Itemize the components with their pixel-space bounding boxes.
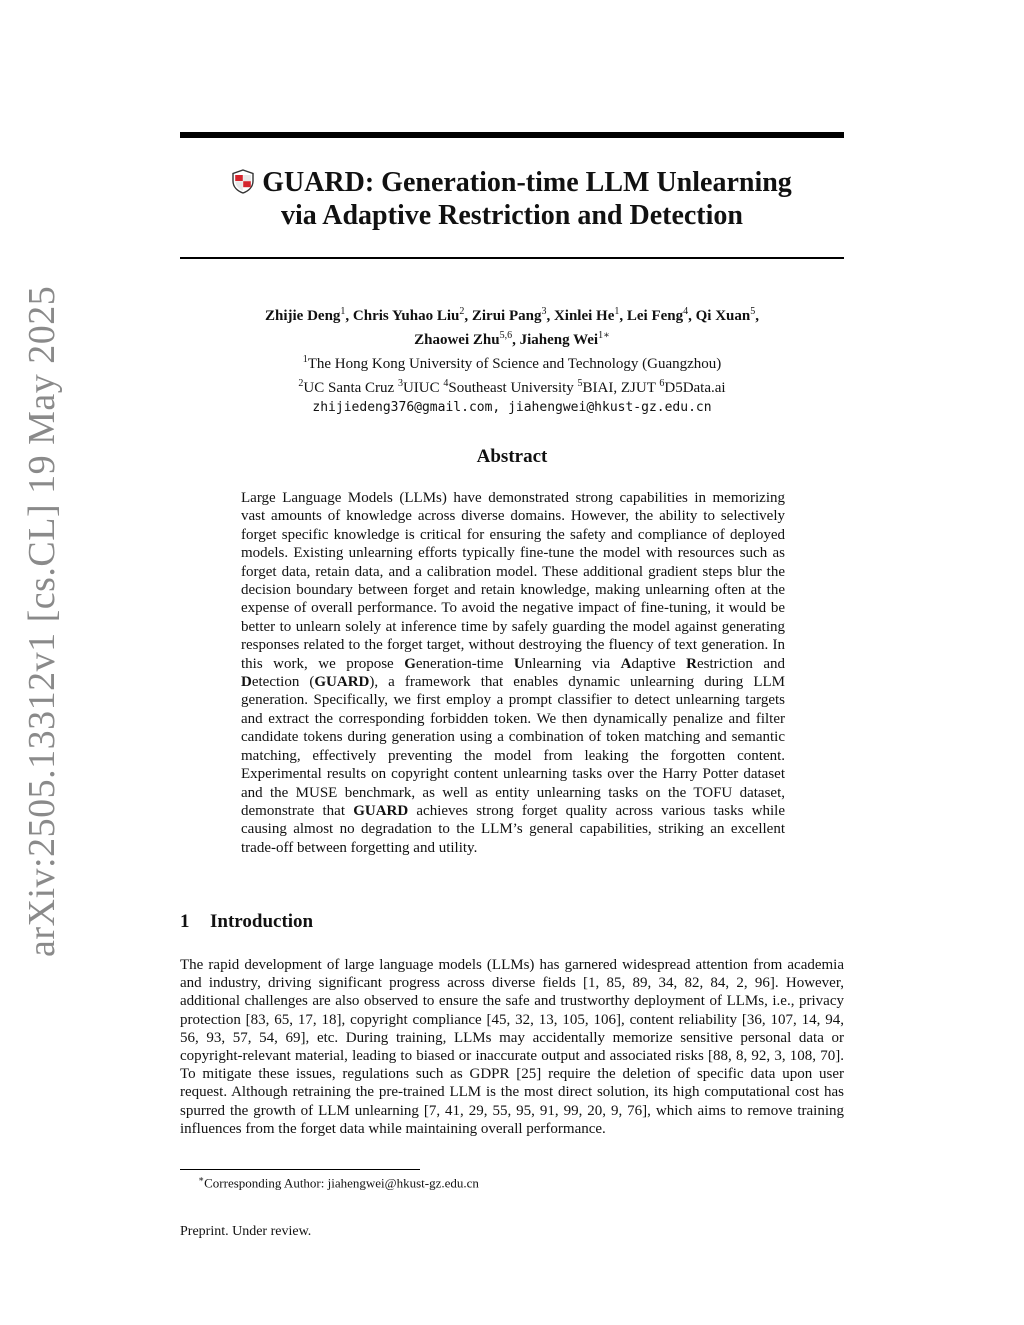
acronym-letter: A <box>620 655 632 672</box>
shield-icon <box>232 169 254 194</box>
author-name: Zhijie Deng <box>265 308 341 324</box>
abstract-text: estriction and <box>697 655 785 672</box>
acronym-letter: U <box>513 655 525 672</box>
author-affil-mark: 1 <box>340 306 346 317</box>
abstract-text: achieves strong forget quality across various tasks while causing almost no degradation to the LLM’s general capabilities, striking an excellent trade-off between forgetting and utility. <box>241 802 785 856</box>
title-line-2: via Adaptive Restriction and Detection <box>281 200 743 231</box>
section-heading-introduction <box>180 911 844 933</box>
paper-title <box>180 166 844 232</box>
affil-mark: 5 <box>577 378 583 389</box>
affil-mark: 4 <box>443 378 449 389</box>
affiliation-text: Southeast University <box>448 380 578 396</box>
section-number: 1 <box>180 911 190 932</box>
abstract-text: ), a framework that enables dynamic unlearning during LLM generation. Specifically, we first employ a prompt classifier to detect unlearning targets and extract the corresponding forbidden token. We then dynamically penalize and filter candidate tokens during generation using a combination of token matching and semantic matching, effectively preventing the model from leaking the forgotten content. Experimental results on copyright content unlearning tasks over the Harry Potter dataset and the MUSE benchmark, as well as entity unlearning tasks on the TOFU dataset, demonstrate that <box>241 674 786 819</box>
abstract-text: ( <box>299 674 315 691</box>
acronym-letter: R <box>686 655 698 672</box>
author-affil-mark: 4 <box>683 306 689 317</box>
abstract-text: etection <box>251 674 300 691</box>
affiliation-line-1 <box>180 350 844 374</box>
author-name: Xinlei He <box>553 308 615 324</box>
affil-mark: 2 <box>298 378 304 389</box>
affiliation-text: UIUC <box>402 380 444 396</box>
author-name: Zirui Pang <box>471 308 542 324</box>
author-affil-mark: 5 <box>750 306 756 317</box>
affil-mark: 1 <box>302 354 308 365</box>
author-emails[interactable]: zhijiedeng376@gmail.com, jiahengwei@hkust-gz.edu.cn <box>312 400 712 415</box>
title-top-rule <box>180 132 844 138</box>
abstract-heading: Abstract <box>476 446 548 467</box>
footnote-rule <box>180 1169 420 1170</box>
section-title: Introduction <box>210 911 314 932</box>
author-affil-mark: 3 <box>541 306 547 317</box>
abstract-text: Large Language Models (LLMs) have demonstrated strong capabilities in memorizing vast amounts of knowledge across diverse domains. However, the ability to selectively forget specific knowledge is critical for ensuring the safety and compliance of deployed models. Existing unlearning efforts typically fine-tune the model with resources such as forget data, retain data, and a calibration model. These additional gradient steps blur the decision boundary between forget and retain knowledge, making unlearning often at the expense of overall performance. To avoid the negative impact of fine-tuning, it would be better to unlearn solely at inference time by safely guarding the model against generating responses related to the forget target, without destroying the fluency of text generation. In this work, we propose <box>241 490 785 672</box>
title-bottom-rule <box>180 257 844 259</box>
acronym-letter: G <box>404 655 416 672</box>
author-name: Zhaowei Zhu <box>414 332 500 348</box>
author-block <box>180 302 844 417</box>
abstract-body <box>241 489 785 857</box>
preprint-notice: Preprint. Under review. <box>180 1224 312 1239</box>
abstract-text: nlearning via <box>524 655 621 672</box>
affiliation-text: BIAI, ZJUT <box>582 380 660 396</box>
author-names: Zhijie Deng$^1$, Chris Yuhao Liu$^2$, Zirui Pang$^3$, Xinlei He$^1$, Lei Feng$^4$, Qi Xuan$^5$, Zhaowei Zhu$^{5,6}$, Jiaheng Wei$^{1∗}$ <box>265 306 759 348</box>
footnote-mark: ∗ <box>198 1174 205 1184</box>
author-name: Jiaheng Wei <box>519 332 599 348</box>
author-affil-mark: 5,6 <box>499 330 513 341</box>
affil-mark: 6 <box>659 378 665 389</box>
abstract-text: daptive <box>631 655 687 672</box>
affiliation-text: D5Data.ai <box>664 380 726 396</box>
author-name: Qi Xuan <box>695 308 751 324</box>
footnote-text: Corresponding Author: jiahengwei@hkust-gz.edu.cn <box>204 1175 479 1191</box>
affiliation-line-2 <box>180 374 844 398</box>
guard-acronym: GUARD <box>314 674 370 691</box>
author-affil-mark: 1∗ <box>598 330 610 341</box>
footnote <box>198 1174 838 1191</box>
arxiv-stamp[interactable]: arXiv:2505.13312v1 [cs.CL] 19 May 2025 <box>21 285 63 957</box>
author-name: Lei Feng <box>626 308 684 324</box>
acronym-letter: D <box>241 674 252 691</box>
guard-acronym: GUARD <box>353 802 409 819</box>
affil-mark: 3 <box>397 378 403 389</box>
author-affil-mark: 2 <box>459 306 465 317</box>
abstract-text: eneration-time <box>415 655 514 672</box>
affiliation-text: The Hong Kong University of Science and Technology (Guangzhou) <box>307 356 722 372</box>
author-name: Chris Yuhao Liu <box>352 308 460 324</box>
author-affil-mark: 1 <box>614 306 620 317</box>
title-line-1: GUARD: Generation-time LLM Unlearning <box>262 167 792 198</box>
introduction-body: The rapid development of large language models (LLMs) has garnered widespread attention from academia and industry, driving significant progress across diverse fields [1, 85, 89, 34, 82, 84, 2, 96]. However, additional challenges are also observed to ensure the safe and trustworthy deployment of LLMs, i.e., privacy protection [83, 65, 17, 18], copyright compliance [45, 32, 13, 105, 106], content reliability [36, 107, 14, 94, 56, 93, 57, 54, 69], etc. During training, LLMs may accidentally memorize sensitive personal data or copyright-relevant material, leading to biased or inaccurate output and associated risks [88, 8, 92, 3, 108, 70]. To mitigate these issues, regulations such as GDPR [25] require the deletion of specific data upon user request. Although retraining the pre-trained LLM is the most direct solution, its high computational cost has spurred the growth of LLM unlearning [7, 41, 29, 55, 95, 91, 99, 20, 9, 76], which aims to remove training influences from the forget data while maintaining overall performance. <box>180 957 844 1137</box>
affiliation-text: UC Santa Cruz <box>303 380 398 396</box>
